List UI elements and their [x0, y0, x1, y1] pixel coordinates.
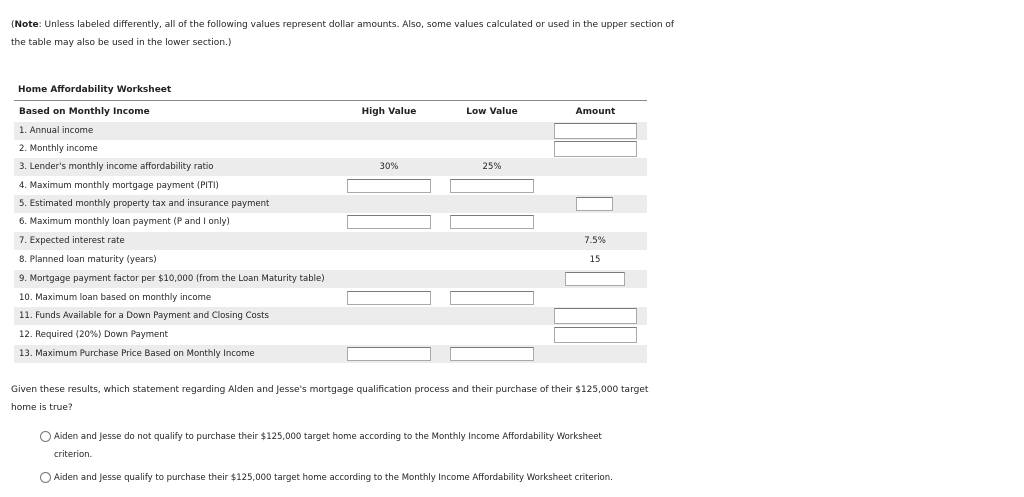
row-payment-factor — [14, 270, 647, 288]
row-label: 2. Monthly income — [19, 144, 98, 154]
row-max-mortgage-payment — [14, 177, 647, 195]
radio-button[interactable] — [40, 431, 51, 442]
max-purchase-high-input[interactable] — [347, 347, 431, 361]
max-loan-payment-high-input[interactable] — [347, 215, 431, 229]
question-text: Given these results, which statement regarding Alden and Jesse's mortgage qualification process and their purchase of their $125,000 target home is true? — [11, 385, 649, 413]
header-divider — [14, 100, 647, 101]
row-required-down-payment — [14, 326, 647, 344]
amount-header: Amount — [575, 107, 616, 117]
down-payment-amount-input[interactable] — [554, 327, 637, 343]
max-loan-low-input[interactable] — [450, 291, 534, 305]
payment-factor-amount-input[interactable] — [565, 272, 625, 286]
row-monthly-income — [14, 140, 647, 158]
row-loan-maturity — [14, 251, 647, 269]
note-text: Unless labeled differently, all of the following values represent dollar amounts. Also, some values calculated or used in the upper section of the table may also be used in the lower section.) — [11, 20, 675, 48]
loan-maturity-value: 15 — [589, 255, 601, 265]
high-value-header: High Value — [361, 107, 417, 117]
row-interest-rate — [14, 232, 647, 250]
funds-available-amount-input[interactable] — [554, 308, 637, 324]
row-annual-income — [14, 122, 647, 140]
worksheet-title: Home Affordability Worksheet — [18, 85, 172, 95]
max-loan-payment-low-input[interactable] — [450, 215, 534, 229]
row-label: 12. Required (20%) Down Payment — [19, 330, 168, 340]
max-mortgage-high-input[interactable] — [347, 179, 431, 193]
row-label: 13. Maximum Purchase Price Based on Monthly Income — [19, 349, 255, 359]
row-label: 8. Planned loan maturity (years) — [19, 255, 157, 265]
instructions-note: (Note: Unless labeled differently, all of the following values represent dollar amounts. Also, some values calculated or used in the upper section of the table may also be used in the lower section.) — [11, 20, 675, 48]
ratio-low-value: 25% — [482, 162, 502, 172]
row-label: 3. Lender's monthly income affordability ratio — [19, 162, 214, 172]
max-mortgage-low-input[interactable] — [450, 179, 534, 193]
row-label: 9. Mortgage payment factor per $10,000 (from the Loan Maturity table) — [19, 274, 325, 284]
low-value-header: Low Value — [466, 107, 518, 117]
max-purchase-low-input[interactable] — [450, 347, 534, 361]
option-text: Aiden and Jesse do not qualify to purchase their $125,000 target home according to the Monthly Income Affordability Worksheet criterion. — [54, 432, 602, 460]
row-label: 10. Maximum loan based on monthly income — [19, 293, 212, 303]
row-max-loan — [14, 289, 647, 307]
row-label: 5. Estimated monthly property tax and insurance payment — [19, 199, 270, 209]
section-header: Based on Monthly Income — [19, 107, 150, 117]
row-label: 6. Maximum monthly loan payment (P and I only) — [19, 217, 230, 227]
row-max-loan-payment — [14, 213, 647, 231]
monthly-income-amount-input[interactable] — [554, 141, 637, 157]
annual-income-amount-input[interactable] — [554, 123, 637, 139]
row-label: 1. Annual income — [19, 126, 94, 136]
row-label: 4. Maximum monthly mortgage payment (PITI) — [19, 181, 219, 191]
row-label: 7. Expected interest rate — [19, 236, 125, 246]
max-loan-high-input[interactable] — [347, 291, 431, 305]
row-affordability-ratio — [14, 158, 647, 176]
row-property-tax-insurance — [14, 195, 647, 213]
row-max-purchase-price — [14, 345, 647, 363]
option-text: Aiden and Jesse qualify to purchase their $125,000 target home according to the Monthly Income Affordability Worksheet criterion. — [54, 473, 613, 483]
interest-rate-value: 7.5% — [584, 236, 606, 246]
property-tax-amount-input[interactable] — [576, 197, 613, 211]
ratio-high-value: 30% — [379, 162, 399, 172]
row-label: 11. Funds Available for a Down Payment and Closing Costs — [19, 311, 269, 321]
radio-button[interactable] — [40, 472, 51, 483]
note-label: Note — [14, 20, 39, 30]
row-funds-available — [14, 307, 647, 325]
